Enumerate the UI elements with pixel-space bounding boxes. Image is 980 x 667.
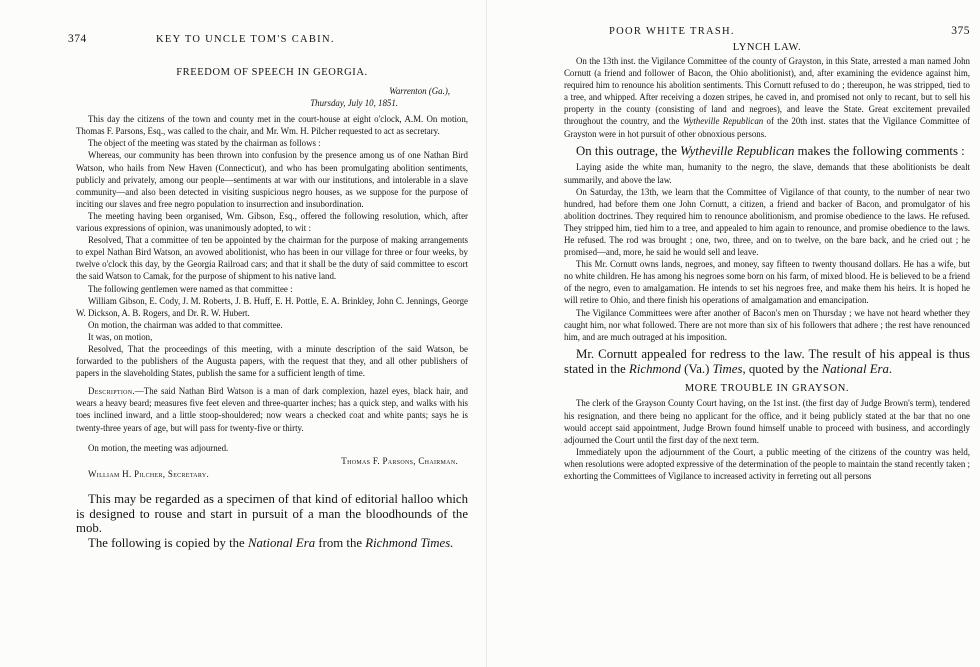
left-running-head [68,33,468,52]
paragraph-cornutt-owns: This Mr. Cornutt owns lands, negroes, and money, say fifteen to twenty thousand dollars. He has a wife, but no white children. He has among his negroes some born on his farm, of mixed blood. He is believed to be a friend of the negro, even to amalgamation. He intends to set his negroes free, and make them his heirs. It is hoped he will retire to Ohio, and there finish his operations of amalgamation and emancipation. [564,259,970,306]
left-page [0,0,486,667]
paragraph-organised: The meeting having been organised, Wm. Gibson, Esq., offered the following resolution, which, after various expressions of opinion, was unanimously adopted, to wit : [76,210,468,234]
paragraph-whereas: Whereas, our community has been thrown into confusion by the presence among us of one Nathan Bird Watson, who hails from New Haven (Connecticut), and who has been promulgating abolition sentiments, publicly and privately, among our people—sentiments at war with our institutions, and intolerable in a slave community—and also been detected in visiting suspicious negro houses, as we suppose for the purpose of inciting our slaves and free negro population to insurrection and insubordination. [76,150,468,209]
right-page [486,0,980,667]
paragraph-vigilance: The Vigilance Committees were after another of Bacon's men on Thursday ; we have not heard whether they caught him, nor what followed. There are not more than six of his followers that adhere ; the rest have renounced him, and are much outraged at his imposition. [564,307,970,342]
section-title-lynch-law: LYNCH LAW. [732,42,802,53]
paragraph-appeal: Mr. Cornutt appealed for redress to the law. The result of his appeal is thus stated in the Richmond (Va.) Times, quoted by the National Era. [564,346,970,376]
paragraph-committee-named: The following gentlemen were named as that committee : [88,283,293,294]
paragraph-on-motion: It was, on motion, [88,331,153,342]
commentary-copied: The following is copied by the National Era from the Richmond Times. [88,536,454,551]
commentary-specimen: This may be regarded as a specimen of that kind of editorial halloo which is designed to rouse and start in pursuit of a man the bloodhounds of the mob. [76,491,468,536]
paragraph-laying-aside: Laying aside the white man, humanity to the negro, the slave, demands that these abolitionists be dealt summarily, and above the law. [564,162,970,185]
right-running-head [564,26,970,44]
secretary-signature: William H. Pilcher, Secretary. [88,468,210,479]
paragraph-immediately: Immediately upon the adjournment of the Court, a public meeting of the citizens of the country was held, when resolutions were adopted expressive of the determination of the people to maintain the stand recently taken ; exhorting the Committees of Vigilance to increased activity in ferreting out all persons [564,446,970,482]
paragraph-saturday: On Saturday, the 13th, we learn that the Committee of Vigilance of that county, to the number of near two hundred, had before them one John Cornutt, a citizen, a friend and backer of Bacon, and promulgator of his abolition doctrines. They required him to renounce abolitionism, and promise obedience to the laws. He refused. They stripped him, tied him to a tree, and appealed to him again to renounce, and promise obedience to the laws. He refused. The rod was brought ; one, two, three, and on to twelve, on the bare back, and he cried out ; he promised—and, more, he said he would sell and leave. [564,186,970,258]
paragraph-outrage: On this outrage, the Wytheville Republican makes the following comments : [576,143,965,158]
paragraph-clerk: The clerk of the Grayson County Court having, on the 1st inst. (the first day of Judge Brown's term), tendered his resignation, and there being no applicant for the office, and it being publicly stated at the bar that no one would accept said appointment, Judge Brown found himself unable to proceed with business, and accordingly adjourned the Court until the first day of the next term. [564,398,970,445]
section-title-freedom: FREEDOM OF SPEECH IN GEORGIA. [176,67,368,78]
left-page-number: 374 [68,33,87,45]
dateline-date: Thursday, July 10, 1851. [310,98,398,109]
left-running-title: KEY TO UNCLE TOM'S CABIN. [156,34,335,45]
dateline-place: Warrenton (Ga.), [389,86,450,96]
paragraph-description: Description.—The said Nathan Bird Watson is a man of dark complexion, hazel eyes, black hair, and wears a heavy beard; measures five feet eleven and three-quarter inches; has a quick step, and walks with his toes inclined inward, and a little stoop-shouldered; now wears a checked coat and white pants; says he is twenty-three years of age, but will pass for twenty-five or thirty. [76,386,468,433]
paragraph-resolved-publish: Resolved, That the proceedings of this meeting, with a minute description of the said Watson, be forwarded to the publishers of the Augusta papers, with the request that they, and all other publishers of papers in the slaveholding States, publish the same for a sufficient length of time. [76,343,468,379]
paragraph-committee-members: William Gibson, E. Cody, J. M. Roberts, J. B. Huff, E. H. Pottle, E. A. Brinkley, John C. Jennings, George W. Dickson, A. B. Rogers, and Dr. R. W. Hubert. [76,295,468,318]
right-page-number: 375 [951,25,970,37]
paragraph-object: The object of the meeting was stated by the chairman as follows : [88,138,321,149]
right-running-title: POOR WHITE TRASH. [609,26,735,37]
paragraph-meeting-opened: This day the citizens of the town and county met in the court-house at eight o'clock, A.M. On motion, Thomas F. Parsons, Esq., was called to the chair, and Mr. Wm. H. Pilcher requested to act as secretary. [76,114,468,137]
paragraph-resolved-expel: Resolved, That a committee of ten be appointed by the chairman for the purpose of making arrangements to expel Nathan Bird Watson, an avowed abolitionist, who has been in our village for three or four weeks, by twelve o'clock this day, by the Georgia Railroad cars; and that it shall be the duty of said committee to escort the said Watson to Camak, for the purpose of shipment to his native land. [76,235,468,282]
description-label: Description. [88,386,135,397]
paragraph-adjourned: On motion, the meeting was adjourned. [88,442,229,453]
paragraph-chairman-added: On motion, the chairman was added to that committee. [88,319,283,330]
paragraph-lynch-law: On the 13th inst. the Vigilance Committee of the county of Grayston, in this State, arrested a man named John Cornutt (a friend and follower of Bacon, the Ohio abolitionist), and, after examining the evidence against him, required him to renounce his abolition sentiments. This Cornutt refused to do ; thereupon, he was stripped, tied to a tree, and whipped. After receiving a dozen stripes, he caved in, and promised not only to recant, but to sell his property in the county (consisting of land and negroes), and leave the State. Great excitement prevailed throughout the country, and the Wytheville Republican of the 20th inst. states that the Vigilance Committee of Grayston were in hot pursuit of other obnoxious persons. [564,56,971,139]
chairman-signature: Thomas F. Parsons, Chairman. [341,455,458,466]
section-title-more-trouble: MORE TROUBLE IN GRAYSON. [684,383,850,395]
